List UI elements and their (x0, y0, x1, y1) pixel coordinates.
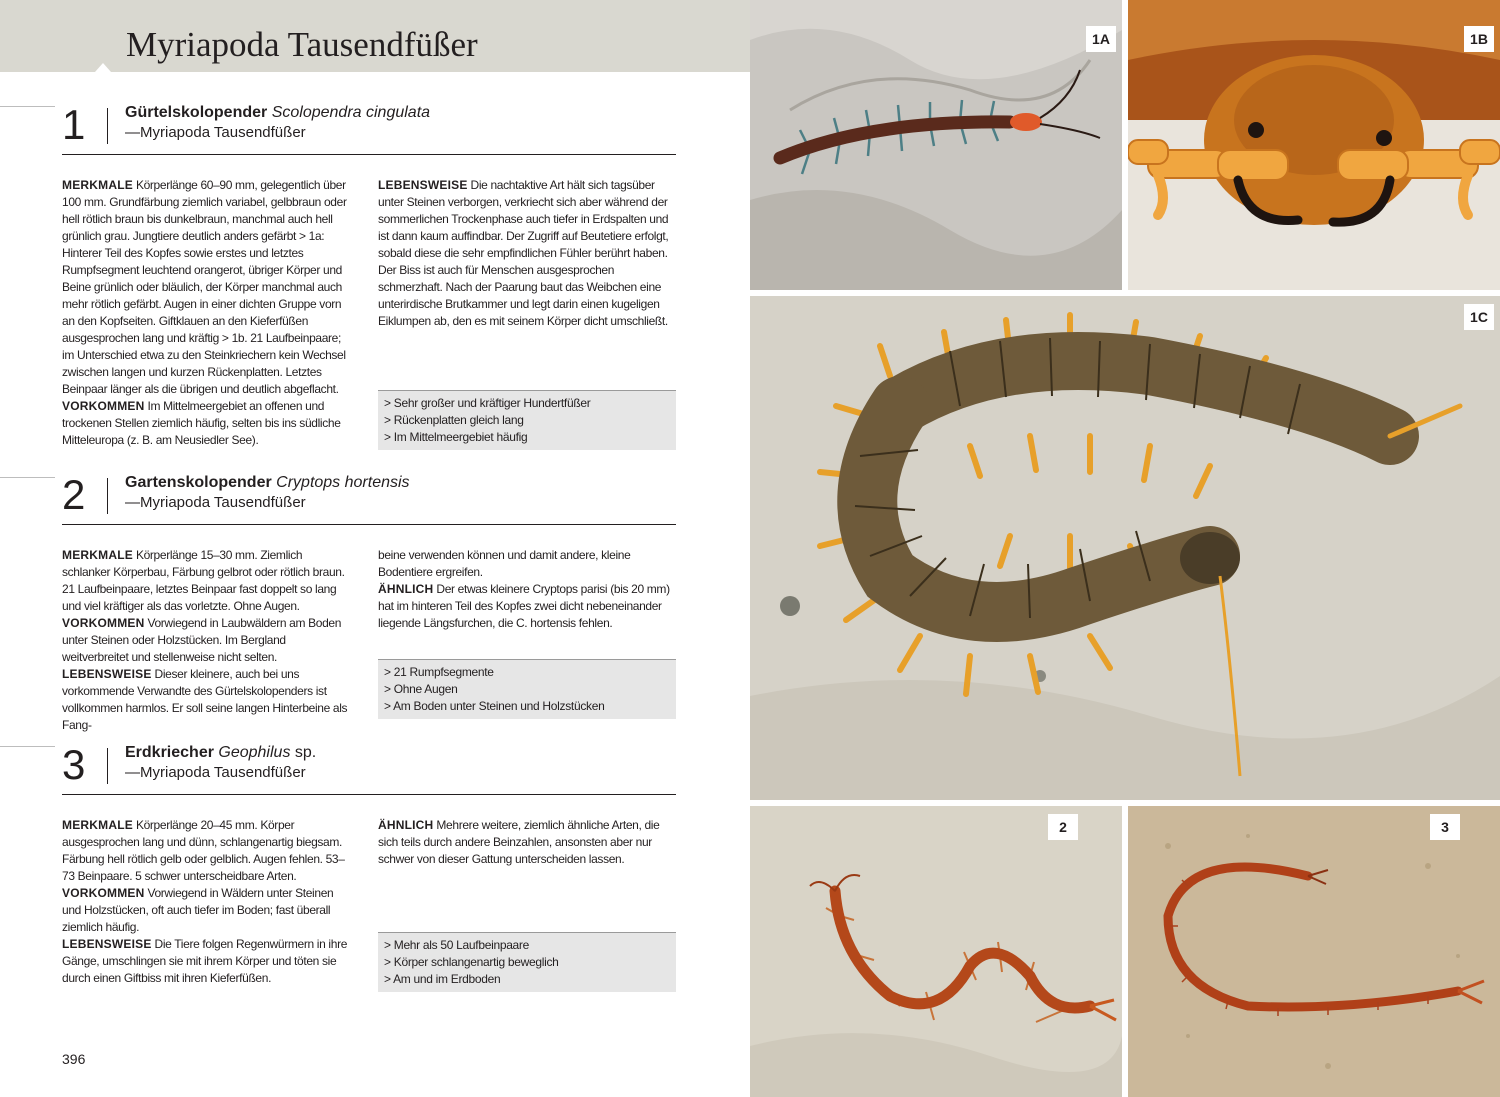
paragraph (62, 885, 352, 936)
photo-3 (1128, 806, 1500, 1097)
paragraph-text: Körperlänge 15–30 mm. Ziemlich schlanker Körperbau, Färbung gelbrot oder rötlich braun. 21 Laufbeinpaare, letztes Beinpaar fast doppelt so lang und viel kräftiger als das vorletzte. Ohne Augen. (62, 548, 345, 613)
photo-label: 2 (1048, 814, 1078, 840)
latin-suffix: sp. (290, 744, 317, 761)
keyword: LEBENSWEISE (378, 178, 468, 192)
species-entry-3 (62, 742, 676, 992)
summary-item: > Ohne Augen (384, 682, 458, 696)
latin-name: Geophilus (218, 744, 291, 761)
photo-1a-image (750, 0, 1122, 290)
keyword: VORKOMMEN (62, 399, 145, 413)
summary-item: > Mehr als 50 Laufbeinpaare (384, 938, 530, 952)
right-column (378, 817, 676, 868)
photo-label: 3 (1430, 814, 1460, 840)
page-title: Myriapoda Tausendfüßer (126, 25, 478, 64)
summary-item: > Sehr großer und kräftiger Hundertfüßer (384, 396, 591, 410)
entry-number: 2 (62, 471, 86, 518)
summary-box (378, 659, 676, 719)
species-name (125, 743, 316, 763)
species-name (125, 103, 430, 123)
summary-item: > Rückenplatten gleich lang (384, 413, 524, 427)
species-name (125, 473, 410, 493)
photo-1a (750, 0, 1122, 290)
latin-name: Scolopendra cingulata (271, 104, 431, 121)
summary-box (378, 932, 676, 992)
group-name: —Myriapoda Tausendfüßer (125, 764, 306, 781)
group-name: —Myriapoda Tausendfüßer (125, 124, 306, 141)
entry-rule (62, 154, 676, 155)
keyword: MERKMALE (62, 818, 133, 832)
header-notch (95, 63, 111, 72)
common-name: Gartenskolopender (125, 474, 272, 491)
paragraph (378, 581, 676, 632)
common-name: Gürtelskolopender (125, 104, 268, 121)
entry-separator (107, 108, 108, 144)
margin-marker (0, 106, 55, 107)
paragraph-text: Die Tiere folgen Regenwürmern in ihre Gänge, umschlingen sie mit ihrem Körper und töten sie durch einen Giftbiss mit ihren Kieferfüßen. (62, 937, 348, 985)
paragraph (62, 936, 352, 987)
paragraph (62, 817, 352, 885)
paragraph (378, 177, 676, 330)
summary-item: > Am und im Erdboden (384, 972, 501, 986)
margin-marker (0, 746, 55, 747)
paragraph-text: Dieser kleinere, auch bei uns vorkommende Verwandte des Gürtelskolopenders ist vollkommen harmlos. Er soll seine langen Hinterbeine als Fang- (62, 667, 348, 732)
entry-number: 1 (62, 101, 86, 148)
common-name: Erdkriecher (125, 744, 214, 761)
left-column (62, 547, 352, 734)
photo-label: 1A (1086, 26, 1116, 52)
paragraph-text: Die nachtaktive Art hält sich tagsüber unter Steinen verborgen, verkriecht sich aber während der sommerlichen Trockenphase auch tiefer in Erdspalten und ist dann kaum auffindbar. Der Zugriff auf Beutetiere erfolgt, sobald diese die sehr empfindlichen Fühler berührt haben. Der Biss ist auch für Menschen ausgesprochen schmerzhaft. Nach der Paarung baut das Weibchen eine unterirdische Brutkammer und legt darin einen kugeligen Eiklumpen ab, den es mit seinem Körper dicht umschließt. (378, 178, 669, 328)
photo-1b-image (1128, 0, 1500, 290)
photo-1c-image (750, 296, 1500, 800)
keyword: VORKOMMEN (62, 616, 145, 630)
margin-marker (0, 477, 55, 478)
left-column (62, 817, 352, 987)
paragraph (62, 615, 352, 666)
entry-separator (107, 478, 108, 514)
paragraph-text: Der etwas kleinere Cryptops parisi (bis 20 mm) hat im hinteren Teil des Kopfes zwei dicht nebeneinander liegende Längsfurchen, die C. hortensis fehlen. (378, 582, 670, 630)
photo-label: 1B (1464, 26, 1494, 52)
paragraph (62, 398, 352, 449)
summary-item: > Am Boden unter Steinen und Holzstücken (384, 699, 605, 713)
paragraph-text: beine verwenden können und damit andere, kleine Bodentiere ergreifen. (378, 548, 631, 579)
entry-number: 3 (62, 741, 86, 788)
paragraph-text: Vorwiegend in Wäldern unter Steinen und Holzstücken, oft auch tiefer im Boden; fast überall ziemlich häufig. (62, 886, 334, 934)
right-column (378, 547, 676, 632)
entry-rule (62, 794, 676, 795)
keyword: MERKMALE (62, 548, 133, 562)
keyword: ÄHNLICH (378, 582, 434, 596)
photo-label: 1C (1464, 304, 1494, 330)
species-entry-2 (62, 471, 676, 732)
paragraph-text: Körperlänge 60–90 mm, gelegentlich über 100 mm. Grundfärbung ziemlich variabel, gelbbraun oder hell rötlich braun bis dunkelbraun, manchmal auch hell grünlich grau. Jungtiere deutlich anders gefärbt > 1a: Hinterer Teil des Kopfes sowie erstes und letztes Rumpfsegment leuchtend orangerot, übriger Körper und Beine grünlich oder bläulich, der Körper manchmal auch mehr rötlich gefärbt. Augen in einer dichten Gruppe vorn an den Kopfseiten. Giftklauen an den Kieferfüßen ausgesprochen lang und kräftig > 1b. 21 Laufbeinpaare; im Unterschied etwa zu den Steinkriechern kein Wechsel zwischen langen und kurzen Rückenplatten. Letztes Beinpaar länger als die übrigen und deutlich abgeflacht. (62, 178, 347, 396)
photo-1b (1128, 0, 1500, 290)
entry-rule (62, 524, 676, 525)
group-name: —Myriapoda Tausendfüßer (125, 494, 306, 511)
paragraph (62, 666, 352, 734)
photo-2-image (750, 806, 1122, 1097)
paragraph-text: Körperlänge 20–45 mm. Körper ausgesprochen lang und dünn, schlangenartig biegsam. Färbung hell rötlich gelb oder gelblich. Augen fehlen. 53–73 Beinpaare. 5 schwer unterscheidbare Arten. (62, 818, 345, 883)
paragraph (62, 547, 352, 615)
photo-2 (750, 806, 1122, 1097)
paragraph-text: Vorwiegend in Laubwäldern am Boden unter Steinen oder Holzstücken. Im Bergland weitverbreitet und stellenweise nicht selten. (62, 616, 342, 664)
left-column (62, 177, 352, 449)
keyword: MERKMALE (62, 178, 133, 192)
paragraph-text: Mehrere weitere, ziemlich ähnliche Arten, die sich teils durch andere Beinzahlen, ansonsten aber nur schwer von dieser Gattung unterscheiden lassen. (378, 818, 660, 866)
photo-page (750, 0, 1500, 1097)
species-entry-1 (62, 102, 676, 452)
keyword: ÄHNLICH (378, 818, 434, 832)
latin-name: Cryptops hortensis (276, 474, 410, 491)
entry-separator (107, 748, 108, 784)
summary-item: > Körper schlangenartig beweglich (384, 955, 559, 969)
summary-box (378, 390, 676, 450)
right-column (378, 177, 676, 330)
summary-item: > Im Mittelmeergebiet häufig (384, 430, 528, 444)
keyword: VORKOMMEN (62, 886, 145, 900)
paragraph (62, 177, 352, 398)
photo-3-image (1128, 806, 1500, 1097)
paragraph (378, 817, 676, 868)
page-number: 396 (62, 1051, 86, 1067)
keyword: LEBENSWEISE (62, 667, 152, 681)
paragraph-text: Im Mittelmeergebiet an offenen und trockenen Stellen ziemlich häufig, selten bis ins südliche Mitteleuropa (z. B. am Neusiedler See). (62, 399, 341, 447)
keyword: LEBENSWEISE (62, 937, 152, 951)
paragraph (378, 547, 676, 581)
photo-1c (750, 296, 1500, 800)
summary-item: > 21 Rumpfsegmente (384, 665, 494, 679)
